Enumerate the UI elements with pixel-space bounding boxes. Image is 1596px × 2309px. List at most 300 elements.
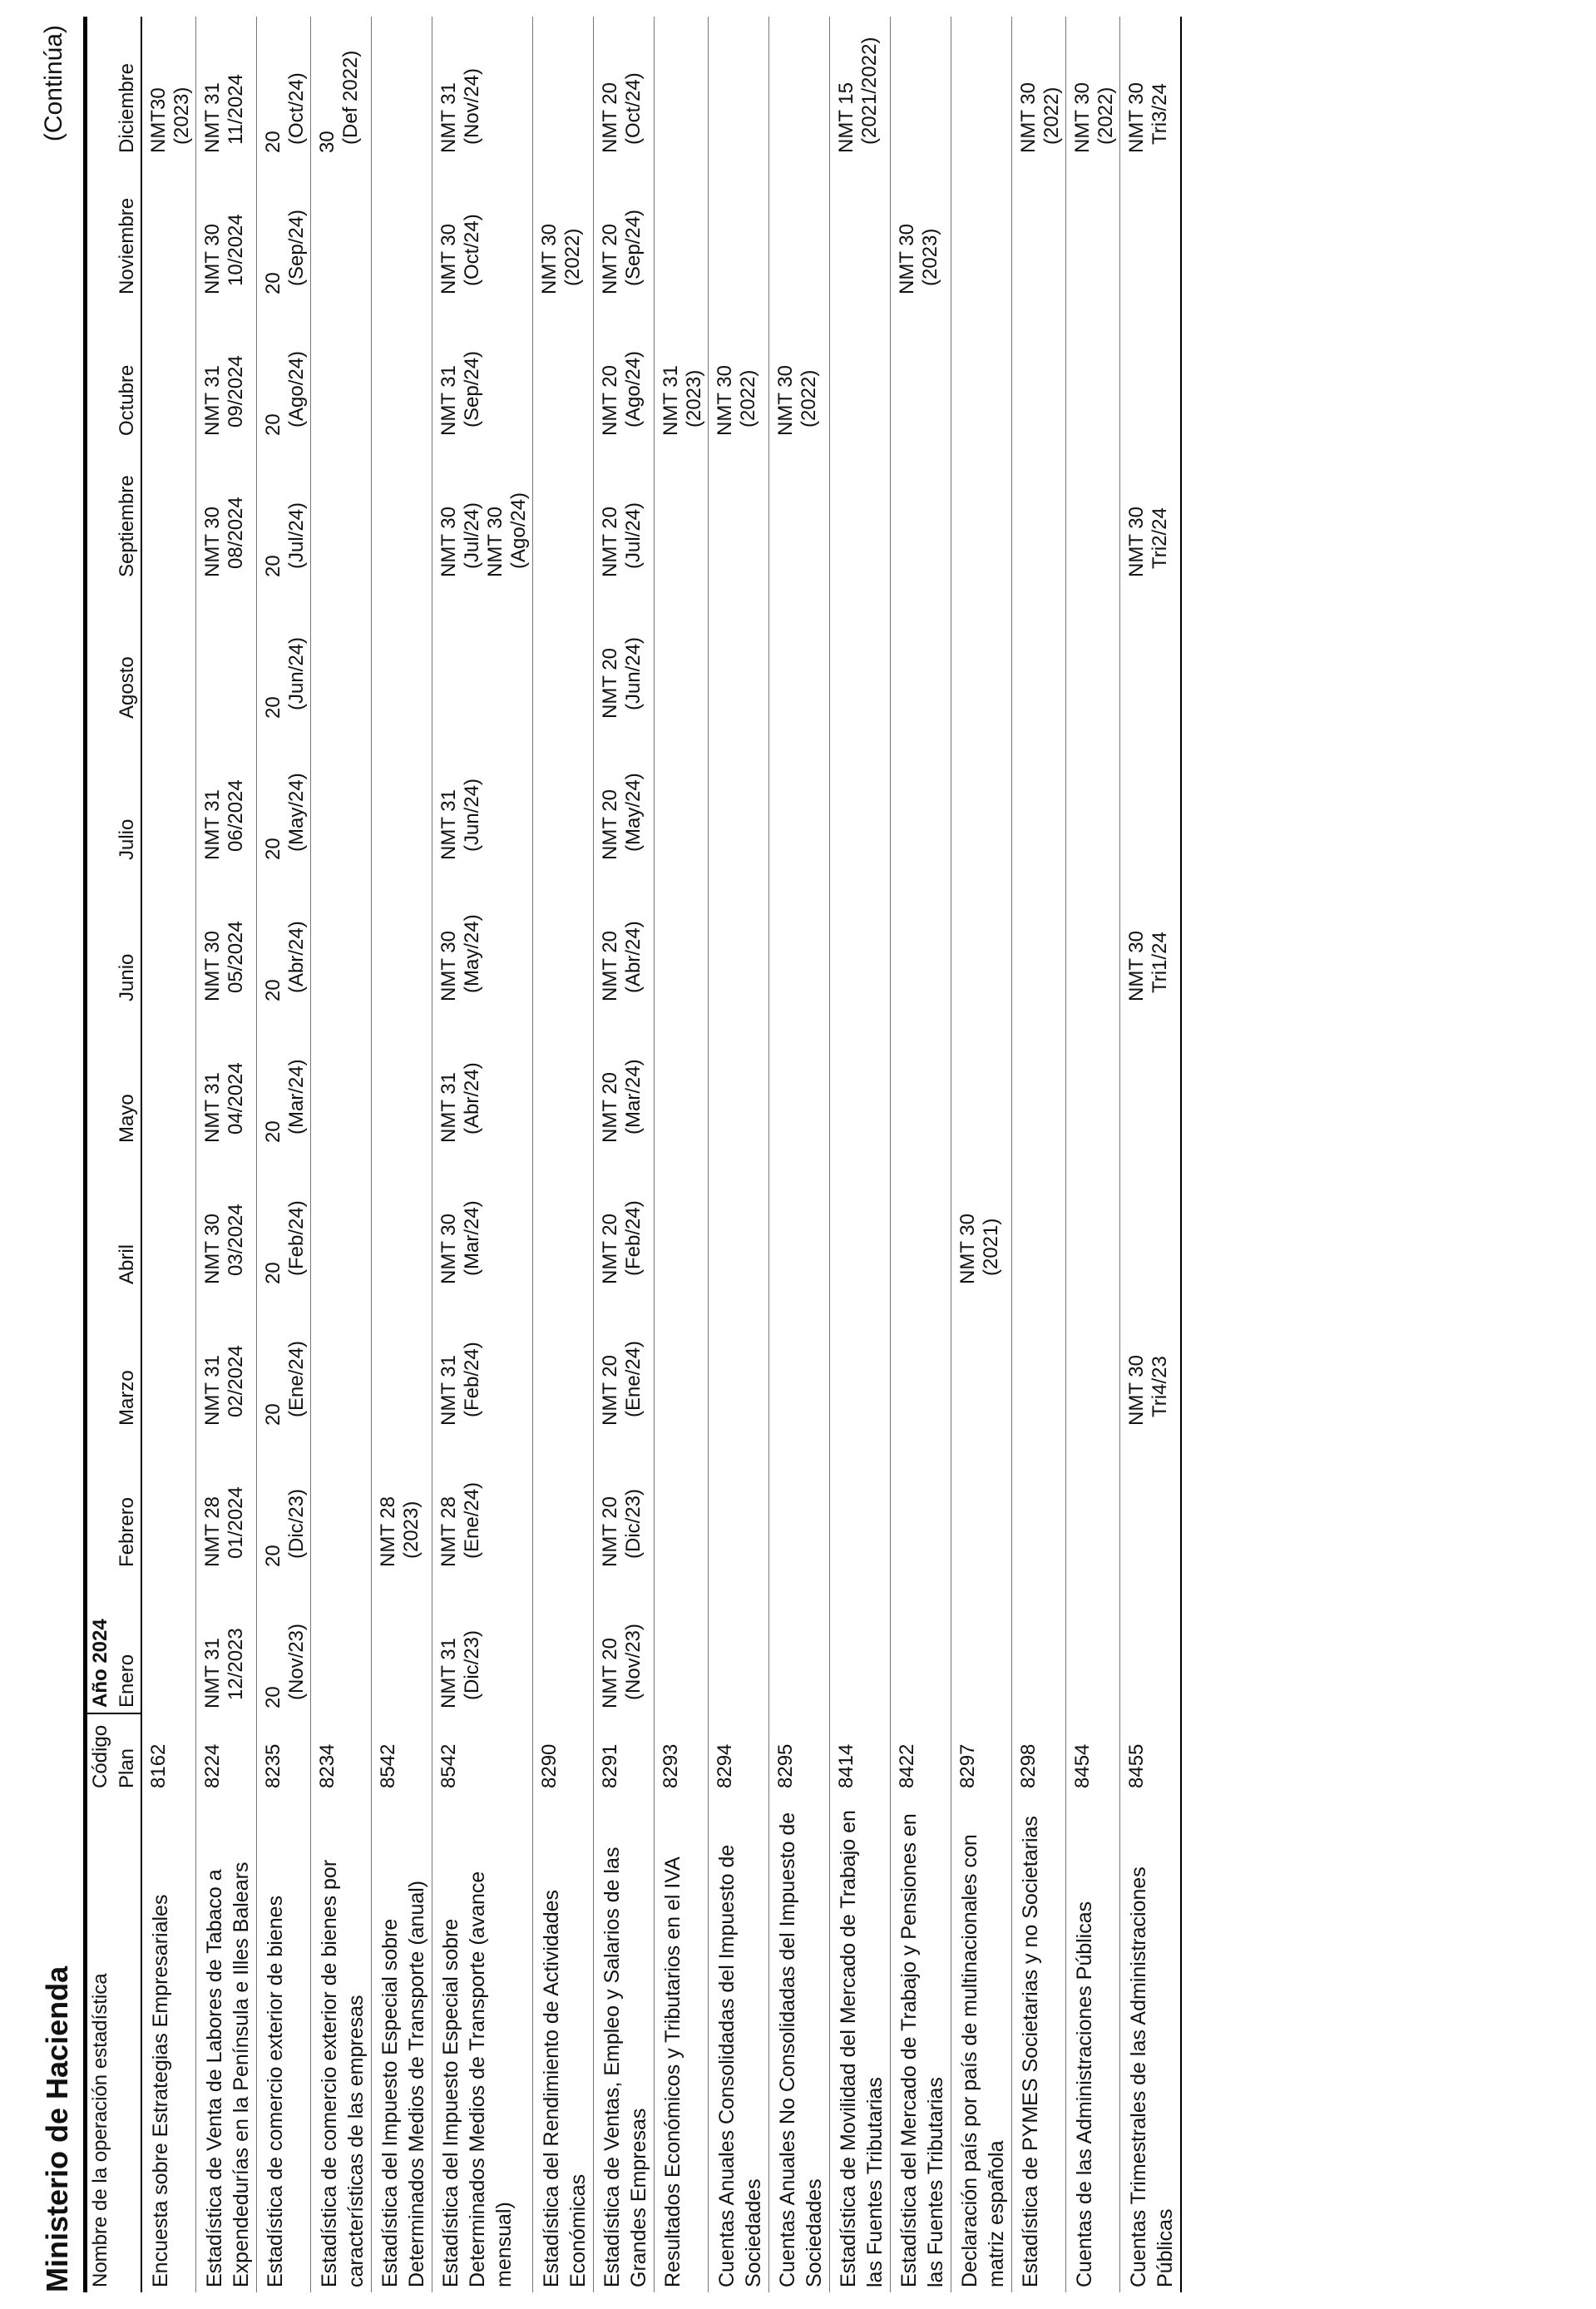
month-cell — [372, 865, 432, 1006]
cell-line: 20 — [262, 1545, 284, 1567]
month-cell — [1120, 865, 1182, 1006]
year-label: Año 2024 — [89, 1619, 111, 1708]
month-cell — [709, 1572, 769, 1713]
month-cell — [311, 582, 372, 724]
cell-line: NMT 20 — [599, 365, 621, 436]
cell-line: NMT 31 — [201, 1072, 224, 1143]
month-cell — [769, 299, 830, 441]
month-cell — [432, 582, 533, 724]
cell-line: (Sep/24) — [622, 209, 645, 286]
cell-line: (Ago/24) — [622, 350, 645, 428]
month-cell — [1012, 158, 1066, 299]
table-row — [372, 17, 432, 2292]
cell-line: (Nov/24) — [461, 67, 483, 145]
month-cell — [533, 724, 594, 865]
table-row — [655, 17, 709, 2292]
cell-line: 20 — [262, 272, 284, 294]
month-cell — [1066, 299, 1120, 441]
month-cell — [830, 299, 891, 441]
month-cell — [1066, 441, 1120, 582]
month-cell — [1012, 17, 1066, 158]
month-cell — [1066, 865, 1120, 1006]
operation-name: Estadística de Venta de Labores de Tabaco a Expendedurías en la Península e Illes Balears — [203, 1862, 253, 2287]
cell-line: (2022) — [561, 228, 584, 286]
cell-line: (Ene/24) — [622, 1340, 645, 1417]
cell-line: 04/2024 — [225, 1062, 247, 1135]
month-cell — [141, 1148, 196, 1289]
month-cell — [141, 1289, 196, 1431]
month-cell — [891, 724, 951, 865]
month-cell — [594, 1289, 655, 1431]
month-cell — [372, 1572, 432, 1713]
month-cell — [1120, 17, 1182, 158]
month-cell — [1012, 1289, 1066, 1431]
table-row — [769, 17, 830, 2292]
table-row — [257, 17, 311, 2292]
month-cell — [891, 582, 951, 724]
month-cell — [141, 1572, 196, 1713]
cell-line: (Dic/23) — [285, 1488, 308, 1559]
month-cell — [951, 1289, 1012, 1431]
month-cell — [1120, 1006, 1182, 1148]
plan-code: 8291 — [599, 1743, 621, 1788]
month-header: Febrero — [114, 1431, 141, 1572]
month-cell — [311, 441, 372, 582]
month-cell — [1120, 1148, 1182, 1289]
month-cell — [141, 582, 196, 724]
month-cell — [311, 1572, 372, 1713]
month-cell — [655, 158, 709, 299]
month-cell — [951, 724, 1012, 865]
operation-name: Resultados Económicos y Tributarios en el IVA — [661, 1857, 684, 2287]
month-header: Julio — [114, 724, 141, 865]
month-header: Enero — [114, 1572, 141, 1713]
month-cell — [372, 17, 432, 158]
month-cell — [830, 1148, 891, 1289]
month-cell — [533, 441, 594, 582]
cell-line: (Oct/24) — [461, 214, 483, 286]
month-cell — [891, 1006, 951, 1148]
col-header-code-1: Código — [86, 1713, 115, 1793]
cell-line: (Feb/24) — [461, 1342, 483, 1417]
month-cell — [533, 1148, 594, 1289]
month-cell — [951, 299, 1012, 441]
cell-line: NMT 31 — [201, 1355, 224, 1426]
operation-name: Estadística del Rendimiento de Actividades Económicas — [540, 1889, 590, 2287]
month-cell — [141, 1431, 196, 1572]
cell-line: 06/2024 — [225, 779, 247, 852]
month-cell — [196, 1148, 257, 1289]
month-cell — [432, 724, 533, 865]
cell-line: (2022) — [1094, 87, 1117, 145]
month-cell — [257, 1006, 311, 1148]
month-cell — [1012, 1006, 1066, 1148]
month-cell — [141, 724, 196, 865]
cell-line: 20 — [262, 979, 284, 1001]
cell-line: 20 — [262, 1403, 284, 1426]
cell-line: NMT 30 — [437, 1214, 460, 1284]
month-cell — [951, 1148, 1012, 1289]
month-cell — [311, 865, 372, 1006]
month-cell — [533, 1289, 594, 1431]
month-cell — [1066, 17, 1120, 158]
cell-line: (Abr/24) — [622, 921, 645, 993]
cell-line: NMT 31 — [201, 365, 224, 436]
month-cell — [951, 582, 1012, 724]
cell-line: NMT 20 — [599, 1638, 621, 1708]
month-cell — [1012, 1572, 1066, 1713]
month-header: Noviembre — [114, 158, 141, 299]
cell-line: NMT 30 — [1125, 82, 1148, 153]
month-cell — [709, 441, 769, 582]
table-row — [1120, 17, 1182, 2292]
cell-line: NMT 20 — [599, 1496, 621, 1567]
cell-line: (Oct/24) — [622, 72, 645, 145]
cell-line: 20 — [262, 1262, 284, 1284]
table-row — [196, 17, 257, 2292]
month-cell — [257, 17, 311, 158]
cell-line: NMT 31 — [437, 365, 460, 436]
month-cell — [257, 1431, 311, 1572]
cell-line: 20 — [262, 1120, 284, 1143]
month-cell — [655, 1572, 709, 1713]
operation-name: Cuentas de las Administraciones Públicas — [1073, 1901, 1096, 2287]
cell-line: (May/24) — [285, 773, 308, 852]
month-cell — [196, 1006, 257, 1148]
table-row — [311, 17, 372, 2292]
table-row — [891, 17, 951, 2292]
month-cell — [951, 1572, 1012, 1713]
month-cell — [196, 865, 257, 1006]
cell-line: NMT 30 — [956, 1214, 979, 1284]
cell-line: (May/24) — [622, 773, 645, 852]
operation-name: Cuentas Anuales No Consolidadas del Impuesto de Sociedades — [776, 1812, 826, 2287]
month-cell — [1066, 1431, 1120, 1572]
plan-code: 8297 — [956, 1743, 979, 1788]
month-cell — [891, 1431, 951, 1572]
month-cell — [1066, 582, 1120, 724]
cell-line: (Dic/23) — [461, 1629, 483, 1700]
month-cell — [891, 1148, 951, 1289]
month-cell — [141, 441, 196, 582]
month-cell — [372, 158, 432, 299]
col-header-code-2: Plan — [114, 1713, 141, 1793]
cell-line: (Mar/24) — [461, 1200, 483, 1276]
cell-line: (Jun/24) — [461, 778, 483, 852]
month-cell — [196, 1289, 257, 1431]
month-cell — [1012, 865, 1066, 1006]
plan-code: 8293 — [660, 1743, 682, 1788]
cell-line: NMT 31 — [437, 1638, 460, 1708]
cell-line: 20 — [262, 1686, 284, 1708]
cell-line: NMT 30 — [201, 224, 224, 294]
month-cell — [372, 1431, 432, 1572]
month-header: Diciembre — [114, 17, 141, 158]
month-cell — [951, 441, 1012, 582]
month-cell — [1120, 1289, 1182, 1431]
cell-line: NMT 30 — [1125, 1355, 1148, 1426]
month-cell — [830, 724, 891, 865]
operation-name: Estadística del Mercado de Trabajo y Pensiones en las Fuentes Tributarias — [897, 1813, 947, 2287]
table-row — [1012, 17, 1066, 2292]
month-cell — [141, 299, 196, 441]
month-cell — [257, 582, 311, 724]
month-cell — [257, 1148, 311, 1289]
cell-line: NMT 30 — [1071, 82, 1094, 153]
month-header: Octubre — [114, 299, 141, 441]
cell-line: NMT 20 — [599, 82, 621, 153]
cell-line: NMT 30 — [714, 365, 736, 436]
cell-line: NMT 28 — [377, 1496, 399, 1567]
cell-line: 01/2024 — [225, 1486, 247, 1559]
cell-line: (2023) — [919, 228, 941, 286]
cell-line: NMT 28 — [201, 1496, 224, 1567]
cell-line: (Sep/24) — [461, 350, 483, 428]
operation-name: Cuentas Anuales Consolidadas del Impuesto de Sociedades — [715, 1844, 765, 2287]
month-cell — [951, 865, 1012, 1006]
month-cell — [533, 1431, 594, 1572]
month-cell — [1066, 724, 1120, 865]
month-cell — [891, 1572, 951, 1713]
month-cell — [1066, 1572, 1120, 1713]
cell-line: NMT 20 — [599, 507, 621, 577]
month-cell — [1066, 1289, 1120, 1431]
cell-line: (2022) — [1040, 87, 1063, 145]
month-cell — [196, 724, 257, 865]
month-cell — [769, 158, 830, 299]
cell-line: 20 — [262, 555, 284, 577]
cell-line: 20 — [262, 696, 284, 719]
month-cell — [594, 582, 655, 724]
month-cell — [1012, 724, 1066, 865]
month-cell — [891, 1289, 951, 1431]
month-cell — [141, 17, 196, 158]
cell-line: 30 — [316, 131, 338, 153]
month-cell — [709, 865, 769, 1006]
page-title: Ministerio de Hacienda — [40, 1965, 74, 2292]
table-body — [141, 17, 1181, 2292]
cell-line: (Jul/24) — [461, 502, 483, 569]
month-cell — [372, 1006, 432, 1148]
table-row — [951, 17, 1012, 2292]
month-cell — [769, 1431, 830, 1572]
month-cell — [432, 1006, 533, 1148]
month-cell — [311, 158, 372, 299]
cell-line: (Mar/24) — [622, 1059, 645, 1135]
month-cell — [594, 865, 655, 1006]
plan-code: 8542 — [377, 1743, 399, 1788]
month-cell — [1120, 158, 1182, 299]
month-cell — [533, 1006, 594, 1148]
cell-line: (2023) — [683, 369, 705, 428]
month-cell — [1012, 582, 1066, 724]
month-cell — [196, 441, 257, 582]
month-cell — [1012, 1148, 1066, 1289]
month-cell — [594, 441, 655, 582]
cell-line: NMT 31 — [437, 789, 460, 860]
cell-line: 11/2024 — [225, 74, 247, 145]
month-header: Junio — [114, 865, 141, 1006]
month-cell — [655, 582, 709, 724]
cell-line: NMT 31 — [201, 789, 224, 860]
month-cell — [769, 865, 830, 1006]
operation-name: Estadística de comercio exterior de bienes — [264, 1895, 287, 2287]
operation-name: Estadística de Ventas, Empleo y Salarios de las Grandes Empresas — [600, 1847, 650, 2287]
plan-code: 8454 — [1071, 1743, 1094, 1788]
cell-line: NMT 31 — [437, 1355, 460, 1426]
cell-line: NMT 31 — [660, 365, 682, 436]
cell-line: (Feb/24) — [622, 1200, 645, 1276]
month-cell — [891, 299, 951, 441]
cell-line: (Jun/24) — [622, 636, 645, 710]
month-cell — [594, 1572, 655, 1713]
month-cell — [830, 1572, 891, 1713]
month-cell — [432, 1148, 533, 1289]
month-cell — [709, 582, 769, 724]
plan-code: 8235 — [262, 1743, 284, 1788]
month-cell — [533, 158, 594, 299]
operation-name: Estadística de comercio exterior de bienes por características de las empresas — [318, 1859, 368, 2287]
month-cell — [769, 441, 830, 582]
table-row — [141, 17, 196, 2292]
cell-line: (2023) — [170, 87, 193, 145]
table-row — [533, 17, 594, 2292]
month-cell — [951, 17, 1012, 158]
cell-line: 10/2024 — [225, 214, 247, 286]
month-cell — [655, 1431, 709, 1572]
month-cell — [533, 299, 594, 441]
month-cell — [891, 865, 951, 1006]
cell-line: NMT 30 — [437, 224, 460, 294]
table-row — [432, 17, 533, 2292]
month-cell — [709, 1289, 769, 1431]
month-cell — [1012, 441, 1066, 582]
plan-code: 8290 — [538, 1743, 561, 1788]
month-cell — [594, 724, 655, 865]
cell-line: NMT 30 — [437, 507, 460, 577]
month-cell — [951, 158, 1012, 299]
month-cell — [1120, 1431, 1182, 1572]
plan-code: 8422 — [896, 1743, 918, 1788]
cell-line: (2022) — [798, 369, 820, 428]
cell-line: NMT 30 — [484, 507, 506, 577]
month-cell — [372, 1148, 432, 1289]
cell-line: NMT 20 — [599, 1072, 621, 1143]
month-cell — [655, 299, 709, 441]
month-cell — [655, 724, 709, 865]
cell-line: Tri1/24 — [1149, 932, 1171, 993]
month-cell — [141, 158, 196, 299]
cell-line: (Dic/23) — [622, 1488, 645, 1559]
cell-line: 03/2024 — [225, 1204, 247, 1276]
cell-line: 05/2024 — [225, 921, 247, 993]
cell-line: 20 — [262, 838, 284, 860]
month-cell — [196, 1572, 257, 1713]
month-cell — [594, 299, 655, 441]
month-cell — [769, 724, 830, 865]
plan-code: 8298 — [1017, 1743, 1040, 1788]
month-cell — [830, 1006, 891, 1148]
cell-line: (2021) — [980, 1218, 1002, 1276]
month-cell — [311, 299, 372, 441]
cell-line: (Ene/24) — [285, 1340, 308, 1417]
cell-line: Tri2/24 — [1149, 507, 1171, 569]
month-cell — [1120, 1572, 1182, 1713]
header-row-1 — [86, 17, 115, 2292]
month-cell — [533, 1572, 594, 1713]
month-cell — [196, 1431, 257, 1572]
plan-code: 8542 — [437, 1743, 460, 1788]
plan-code: 8234 — [316, 1743, 338, 1788]
cell-line: (Oct/24) — [285, 72, 308, 145]
cell-line: NMT 30 — [201, 931, 224, 1001]
cell-line: (2021/2022) — [858, 37, 881, 145]
cell-line: (Mar/24) — [285, 1059, 308, 1135]
operation-name: Declaración país por país de multinacionales con matriz española — [958, 1834, 1008, 2287]
month-cell — [769, 1006, 830, 1148]
month-cell — [432, 1572, 533, 1713]
month-cell — [372, 441, 432, 582]
month-cell — [311, 17, 372, 158]
month-cell — [372, 1289, 432, 1431]
month-cell — [432, 17, 533, 158]
cell-line: NMT 20 — [599, 1214, 621, 1284]
month-cell — [830, 441, 891, 582]
month-cell — [257, 1572, 311, 1713]
month-cell — [257, 1289, 311, 1431]
month-cell — [1012, 1431, 1066, 1572]
plan-code: 8295 — [774, 1743, 797, 1788]
table-row — [1066, 17, 1120, 2292]
cell-line: NMT 15 — [835, 82, 857, 153]
month-cell — [257, 158, 311, 299]
month-cell — [1066, 1148, 1120, 1289]
month-cell — [830, 1289, 891, 1431]
month-cell — [257, 441, 311, 582]
month-header: Marzo — [114, 1289, 141, 1431]
month-cell — [594, 1148, 655, 1289]
month-cell — [594, 158, 655, 299]
month-cell — [196, 299, 257, 441]
cell-line: NMT 30 — [201, 507, 224, 577]
month-cell — [709, 1431, 769, 1572]
cell-line: NMT30 — [147, 87, 170, 153]
cell-line: NMT 30 — [1017, 82, 1040, 153]
table-row — [594, 17, 655, 2292]
cell-line: NMT 20 — [599, 931, 621, 1001]
month-cell — [311, 1148, 372, 1289]
cell-line: (Jun/24) — [285, 636, 308, 710]
month-cell — [769, 582, 830, 724]
cell-line: NMT 30 — [1125, 931, 1148, 1001]
month-cell — [432, 299, 533, 441]
cell-line: (Sep/24) — [285, 209, 308, 286]
operation-name: Estadística del Impuesto Especial sobre Determinados Medios de Transporte (anual) — [378, 1880, 428, 2287]
operation-name: Encuesta sobre Estrategias Empresariales — [149, 1894, 172, 2287]
month-cell — [951, 1006, 1012, 1148]
month-cell — [709, 724, 769, 865]
month-cell — [709, 1006, 769, 1148]
month-cell — [891, 158, 951, 299]
month-cell — [311, 1431, 372, 1572]
operation-name: Estadística del Impuesto Especial sobre Determinados Medios de Transporte (avance mensual) — [439, 1871, 516, 2287]
month-cell — [769, 1289, 830, 1431]
operation-name: Estadística de Movilidad del Mercado de Trabajo en las Fuentes Tributarias — [837, 1810, 887, 2287]
month-cell — [1120, 299, 1182, 441]
month-cell — [196, 158, 257, 299]
cell-line: NMT 20 — [599, 789, 621, 860]
cell-line: NMT 20 — [599, 224, 621, 294]
